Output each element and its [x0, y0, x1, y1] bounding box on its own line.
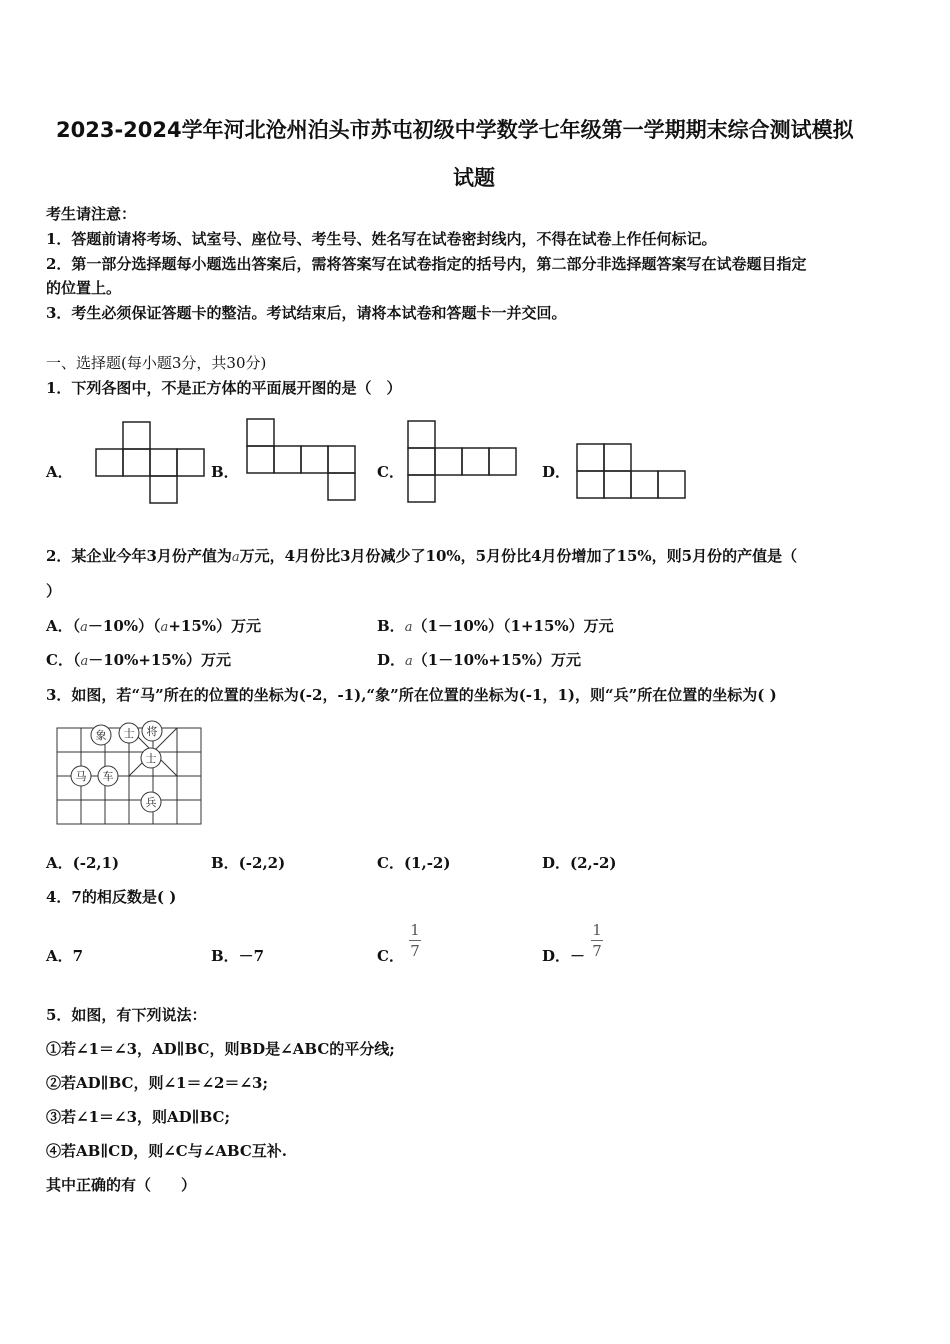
q2-stem-part1: 2．某企业今年3月份产值为 — [46, 547, 232, 565]
q1-net-b — [245, 417, 357, 503]
q5-item-1: ①若∠1＝∠3，AD∥BC，则BD是∠ABC的平分线; — [46, 1040, 395, 1058]
q2-option-d — [377, 649, 581, 670]
q4-d-numerator: 1 — [592, 921, 602, 939]
q5-item-3: ③若∠1＝∠3，则AD∥BC; — [46, 1108, 231, 1126]
notice-item-2-cont: 的位置上。 — [46, 279, 122, 297]
q2-opt-d-rest: （1－10%+15%）万元 — [412, 651, 582, 669]
q5-stem: 5．如图，有下列说法： — [46, 1006, 207, 1024]
q3-option-d: D．(2,-2) — [542, 854, 617, 872]
q4-option-d: D．－ — [542, 947, 586, 965]
q4-option-b: B．－7 — [211, 947, 265, 965]
q1-net-a — [94, 420, 206, 506]
q2-stem-part2: 万元，4月份比3月份减少了10%，5月份比4月份增加了15%，则5月份的产值是（ — [239, 547, 798, 565]
page-title-line2: 试题 — [453, 166, 495, 190]
q2-stem-line1 — [46, 545, 797, 566]
q1-option-d: D． — [542, 463, 571, 481]
piece-xiang-label: 象 — [95, 729, 107, 742]
q2-opt-a-end: +15%）万元 — [168, 617, 262, 635]
q4-d-denominator: 7 — [592, 942, 602, 960]
q1-option-a: A． — [46, 463, 73, 481]
piece-shi-2-label: 士 — [145, 752, 157, 765]
piece-shi-1-label: 士 — [123, 727, 135, 740]
q4-c-denominator: 7 — [410, 942, 420, 960]
q1-option-c: C． — [377, 463, 404, 481]
q1-net-c — [406, 419, 518, 505]
q2-opt-a-var1: a — [80, 620, 88, 635]
q2-opt-b-label: B． — [377, 617, 405, 635]
q2-opt-a-var2: a — [160, 620, 169, 635]
q1-option-b: B． — [211, 463, 239, 481]
q2-option-b — [377, 615, 614, 636]
q4-option-c-fraction — [406, 920, 424, 961]
notice-heading: 考生请注意： — [46, 205, 137, 223]
q2-opt-b-var: a — [404, 620, 413, 635]
q3-chess-board — [54, 718, 204, 828]
notice-item-3: 3．考生必须保证答题卡的整洁。考试结束后，请将本试卷和答题卡一并交回。 — [46, 304, 567, 322]
q2-stem-line2: ） — [46, 582, 62, 600]
q5-item-2: ②若AD∥BC，则∠1＝∠2＝∠3; — [46, 1074, 269, 1092]
q4-option-a: A．7 — [46, 947, 84, 965]
q2-opt-a-mid: －10%）（ — [87, 617, 161, 635]
piece-jiang-label: 将 — [146, 725, 158, 738]
q2-var-a: a — [231, 550, 240, 565]
q1-net-d — [575, 442, 689, 502]
q2-opt-d-var: a — [405, 654, 413, 669]
page-title-line1: 2023-2024学年河北沧州泊头市苏屯初级中学数学七年级第一学期期末综合测试模拟 — [56, 118, 854, 142]
q2-opt-b-rest: （1－10%）（1+15%）万元 — [412, 617, 614, 635]
q4-option-c: C． — [377, 947, 404, 965]
piece-ma-label: 马 — [75, 770, 87, 783]
q3-option-b: B．(-2,2) — [211, 854, 286, 872]
piece-che-label: 车 — [102, 770, 114, 783]
piece-bing-label: 兵 — [145, 796, 157, 809]
q4-c-numerator: 1 — [410, 921, 420, 939]
q2-option-c — [46, 649, 231, 670]
q2-opt-c-var: a — [80, 654, 89, 669]
section-heading: 一、选择题(每小题3分，共30分) — [46, 354, 267, 372]
q4-stem: 4．7的相反数是( ) — [46, 888, 177, 906]
notice-item-2: 2．第一部分选择题每小题选出答案后，需将答案写在试卷指定的括号内，第二部分非选择题答案写在试卷题目指定 — [46, 255, 807, 273]
q5-ask: 其中正确的有（ ） — [46, 1176, 197, 1194]
q2-opt-a-label: A．（ — [46, 617, 81, 635]
q4-option-d-fraction — [588, 920, 606, 961]
q1-stem: 1．下列各图中，不是正方体的平面展开图的是（ ） — [46, 379, 402, 397]
q5-item-4: ④若AB∥CD，则∠C与∠ABC互补. — [46, 1142, 288, 1160]
q2-opt-c-rest: －10%+15%）万元 — [88, 651, 232, 669]
notice-item-1: 1．答题前请将考场、试室号、座位号、考生号、姓名写在试卷密封线内，不得在试卷上作任何标记。 — [46, 230, 717, 248]
q2-opt-d-label: D． — [377, 651, 406, 669]
q3-option-a: A．(-2,1) — [46, 854, 120, 872]
q2-option-a — [46, 615, 261, 636]
q3-stem: 3．如图，若“马”所在的位置的坐标为(-2，-1),“象”所在位置的坐标为(-1，1)，则“兵”所在位置的坐标为( ) — [46, 686, 777, 704]
q3-option-c: C．(1,-2) — [377, 854, 451, 872]
q2-opt-c-label: C．（ — [46, 651, 81, 669]
